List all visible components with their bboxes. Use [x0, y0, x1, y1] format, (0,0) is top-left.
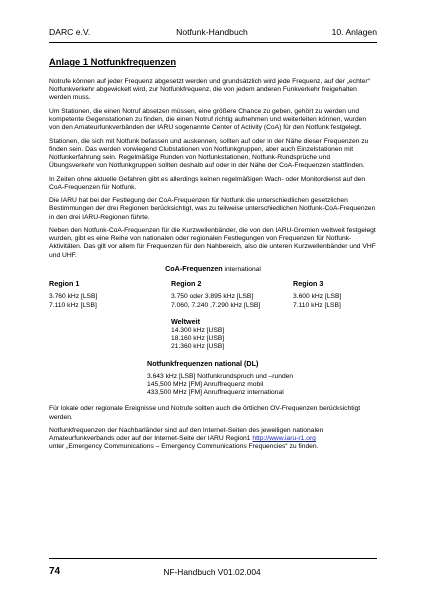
region-1-freq: 3.760 kHz [LSB]: [49, 293, 98, 301]
region-2-label: Region 2: [171, 279, 202, 289]
page-header: [0, 27, 424, 41]
region-3-column: [293, 280, 377, 310]
national-freq-list: [147, 373, 377, 398]
region-3-freq: 7.110 kHz [LSB]: [293, 301, 341, 309]
worldwide-freq: 21.360 kHz [USB]: [171, 343, 225, 351]
paragraph-national: Neben den Notfunk-CoA-Frequenzen für die Kurzwellenbänder, die von den IARU-Gremien weltweit festgelegt wurden, gibt es eine Reihe von nationalen oder regionalen Festlegungen von Frequenzen für Notfunk-Aktivitäten. Das gilt vor allem für Frequenzen für den Nahbereich, also die unteren Kurzwellenbänder und VHF und UHF.: [49, 226, 376, 259]
paragraph-local-events: Für lokale oder regionale Ereignisse und Notrufe sollten auch die örtlichen OV-Frequenzen berücksichtigt werden.: [49, 405, 361, 421]
paragraph-coa-purpose: Um Stationen, die einen Notruf absetzen müssen, eine größere Chance zu geben, gehört zu werden und kompetente Gegenstationen zu finden, die einen Notruf richtig aufnehmen und weiterleiten können, wurden von den Amateurfunkverbänden der IARU sogenannte Center of Activity (CoA) für den Notfunk festgelegt.: [49, 107, 367, 132]
page-footer: [0, 566, 424, 580]
region-3-freq: 3.600 kHz [LSB]: [293, 293, 342, 301]
neighbor-text-2: unter „Emergency Communications – Emergency Communications Frequencies“ zu finden.: [49, 443, 319, 451]
iaru-link[interactable]: http://www.iaru-r1.org: [252, 435, 316, 443]
national-freq: 145,500 MHz [FM] Anruffrequenz mobil: [147, 381, 264, 389]
header-divider: [49, 42, 377, 43]
region-1-label: Region 1: [49, 279, 80, 289]
paragraph-intro: Notrufe können auf jeder Frequenz abgesetzt werden und grundsätzlich wird jede Frequenz, auf der „echter“ Notfunkverkehr abgewickelt wird, zur Notfunkfrequenz, die von jedem anderen Funkverkehr freigehalten werden muss.: [49, 78, 370, 102]
paragraph-stations: Stationen, die sich mit Notfunk befassen und auskennen, sollten auf oder in der Nähe dieser Frequenzen zu finden sein. Das werden vorwiegend Clubstationen von Notfunkgruppen, aber auch Einzelstationen mit Notfunkerfahrung sein. Regelmäßige Runden von Notfunkstationen, Notfunk-Rundsprüche und Übungsverkehr von Notfunkgruppen sollten deshalb auf oder in der Nähe der CoA-Frequenzen stattfinden.: [49, 137, 369, 170]
header-organization: DARC e.V.: [49, 27, 91, 37]
page-title: Anlage 1 Notfunkfrequenzen: [49, 56, 177, 67]
region-2-freq: 3.750 oder 3.895 kHz [LSB]: [171, 293, 254, 301]
paragraph-neighbor-countries: [49, 427, 377, 452]
region-frequency-table: [49, 280, 377, 310]
region-2-freq: 7.060, 7.240 ,7.290 kHz [LSB]: [171, 301, 261, 309]
region-1-column: [49, 280, 171, 310]
page-number: 74: [49, 566, 61, 577]
national-freq: 3.643 kHz [LSB] Notfunkrundspruch und –runden: [147, 372, 294, 380]
worldwide-freq: 14.300 kHz [USB]: [171, 327, 225, 334]
region-3-label: Region 3: [293, 279, 324, 289]
footer-divider: [49, 558, 377, 559]
coa-section-title: [49, 265, 377, 274]
coa-title-bold: CoA-Frequenzen: [165, 263, 223, 273]
worldwide-label: Weltweit: [171, 316, 201, 326]
paragraph-monitoring: In Zeiten ohne aktuelle Gefahren gibt es allerdings keinen regelmäßigen Wach- oder Monitordienst auf den CoA-Frequenzen für Notfunk.: [49, 175, 366, 191]
paragraph-iaru: Die IARU hat bei der Festlegung der CoA-Frequenzen für Notfunk die unterschiedlichen gesetzlichen Bestimmungen der drei Regionen berücksichtigt, was zu teilweise unterschiedlichen Notfunk-CoA-Frequenzen in den drei IARU-Regionen führte.: [49, 197, 376, 221]
footer-document-version: NF-Handbuch V01.02.004: [163, 567, 261, 577]
national-freq: 433,500 MHz [FM] Anruffrequenz international: [147, 389, 284, 397]
worldwide-freq: 18.160 kHz [USB]: [171, 335, 225, 343]
header-chapter: 10. Anlagen: [331, 27, 377, 37]
region-1-freq: 7.110 kHz [LSB]: [49, 301, 97, 309]
header-title: Notfunk-Handbuch: [176, 27, 248, 37]
region-2-column: [171, 280, 293, 310]
national-frequencies: [147, 360, 377, 398]
coa-title-rest: international: [222, 265, 261, 273]
neighbor-text-1: Notfunkfrequenzen der Nachbarländer sind auf den Internet-Seiten des jeweiligen nationalen Amateurfunkverbands oder auf der Internet-Seite der IARU Region1: [49, 427, 324, 443]
main-content: [49, 56, 377, 457]
national-label: Notfunkfrequenzen national (DL): [147, 358, 259, 368]
worldwide-frequencies: [171, 318, 377, 352]
